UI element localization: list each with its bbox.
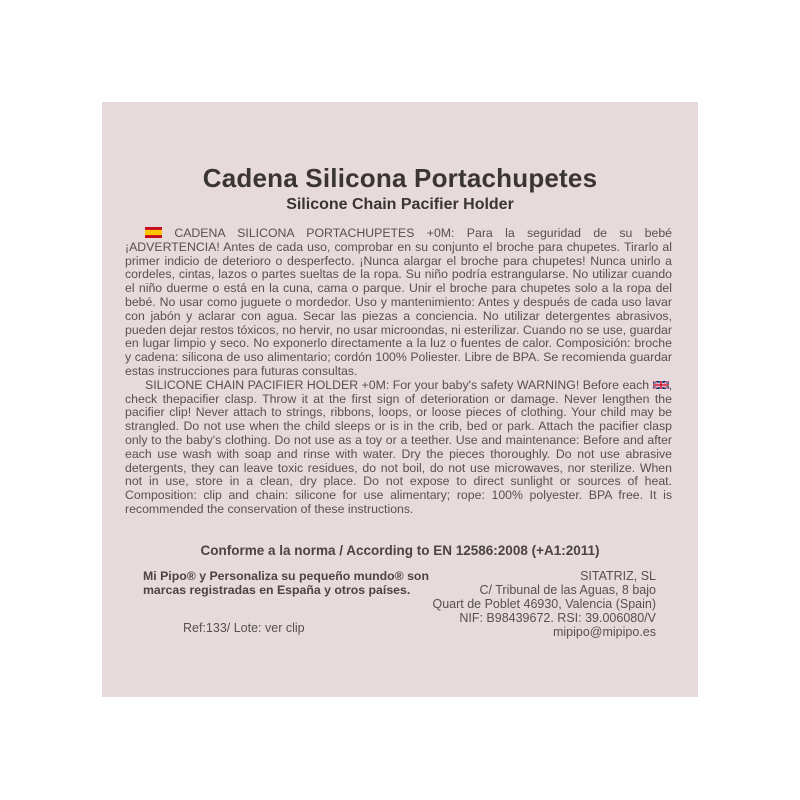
company-name: SITATRIZ, SL <box>580 568 656 583</box>
company-info <box>432 569 656 639</box>
spain-flag-icon <box>145 227 162 238</box>
instructions-text <box>102 227 698 517</box>
product-subtitle: Silicone Chain Pacifier Holder <box>286 195 514 213</box>
spanish-warning-paragraph <box>125 227 672 379</box>
company-ids: NIF: B98439672. RSI: 39.006080/V <box>459 610 656 625</box>
footer-left-column <box>143 569 432 639</box>
ref-lot-line: Ref:133/ Lote: ver clip <box>183 620 305 635</box>
company-email: mipipo@mipipo.es <box>552 624 656 639</box>
company-address-line-1: C/ Tribunal de las Aguas, 8 bajo <box>479 582 656 597</box>
english-warning-paragraph <box>125 379 672 517</box>
product-title: Cadena Silicona Portachupetes <box>202 163 598 193</box>
trademark-line-2: marcas registradas en España y otros países. <box>143 582 411 597</box>
english-warning-text-after: , check thepacifier clasp. Throw it at the first sign of deterioration or damage. Never lengthen the pacifier clip! Never attach to strings, ribbons, loops, or loose pieces of clothing. Your child may be strangled. Do not use when the child sleeps or is in the crib, bed or park. Attach the pacifier clasp only to the baby's clothing. Do not use as a toy or a teether. Use and maintenance: Before and after each use wash with soap and rinse with water. Dry the pieces thoroughly. Do not use abrasive detergents, they can leave toxic residues, do not boil, do not use microwaves, nor sterilize. When not in use, store in a clean, dry place. Do not expose to direct sunlight or sources of heat. Composition: clip and chain: silicone for use alimentary; rope: 100% polyester. BPA free. It is recommended the conservation of these instructions. <box>125 377 672 516</box>
company-address-line-2: Quart de Poblet 46930, Valencia (Spain) <box>432 596 656 611</box>
footer-section <box>102 569 698 639</box>
trademark-line-1: Mi Pipo® y Personaliza su pequeño mundo® son <box>143 568 429 583</box>
uk-flag-icon <box>653 380 669 390</box>
spanish-warning-text: CADENA SILICONA PORTACHUPETES +0M: Para la seguridad de su bebé ¡ADVERTENCIA! Antes de cada uso, comprobar en su conjunto el broche para chupetes. Tirarlo al primer indicio de deterioro o desperfecto. ¡Nunca alargar el broche para chupetes! Nunca unirlo a cordeles, cintas, lazos o partes sueltas de la ropa. Su niño podría estrangularse. No utilizar cuando el niño duerme o está en la cuna, cama o parque. Unir el broche para chupetes solo a la ropa del bebé. No usar como juguete o mordedor. Uso y mantenimiento: Antes y después de cada uso lavar con jabón y aclarar con agua. Secar las piezas a conciencia. No utilizar detergentes abrasivos, pueden dejar restos tóxicos, no hervir, no usar microondas, ni esterilizar. Cuando no se use, guardar en lugar limpio y seco. No exponerlo directamente a la luz o fuentes de calor. Composición: broche y cadena: silicona de uso alimentario; cordón 100% Poliester. Libre de BPA. Se recomienda guardar estas instrucciones para futuras consultas. <box>125 225 672 378</box>
standard-compliance-line: Conforme a la norma / According to EN 12586:2008 (+A1:2011) <box>200 542 600 558</box>
product-label <box>102 102 698 697</box>
trademark-notice <box>143 569 432 597</box>
english-warning-text-before: SILICONE CHAIN PACIFIER HOLDER +0M: For your baby's safety WARNING! Before each <box>145 377 653 392</box>
